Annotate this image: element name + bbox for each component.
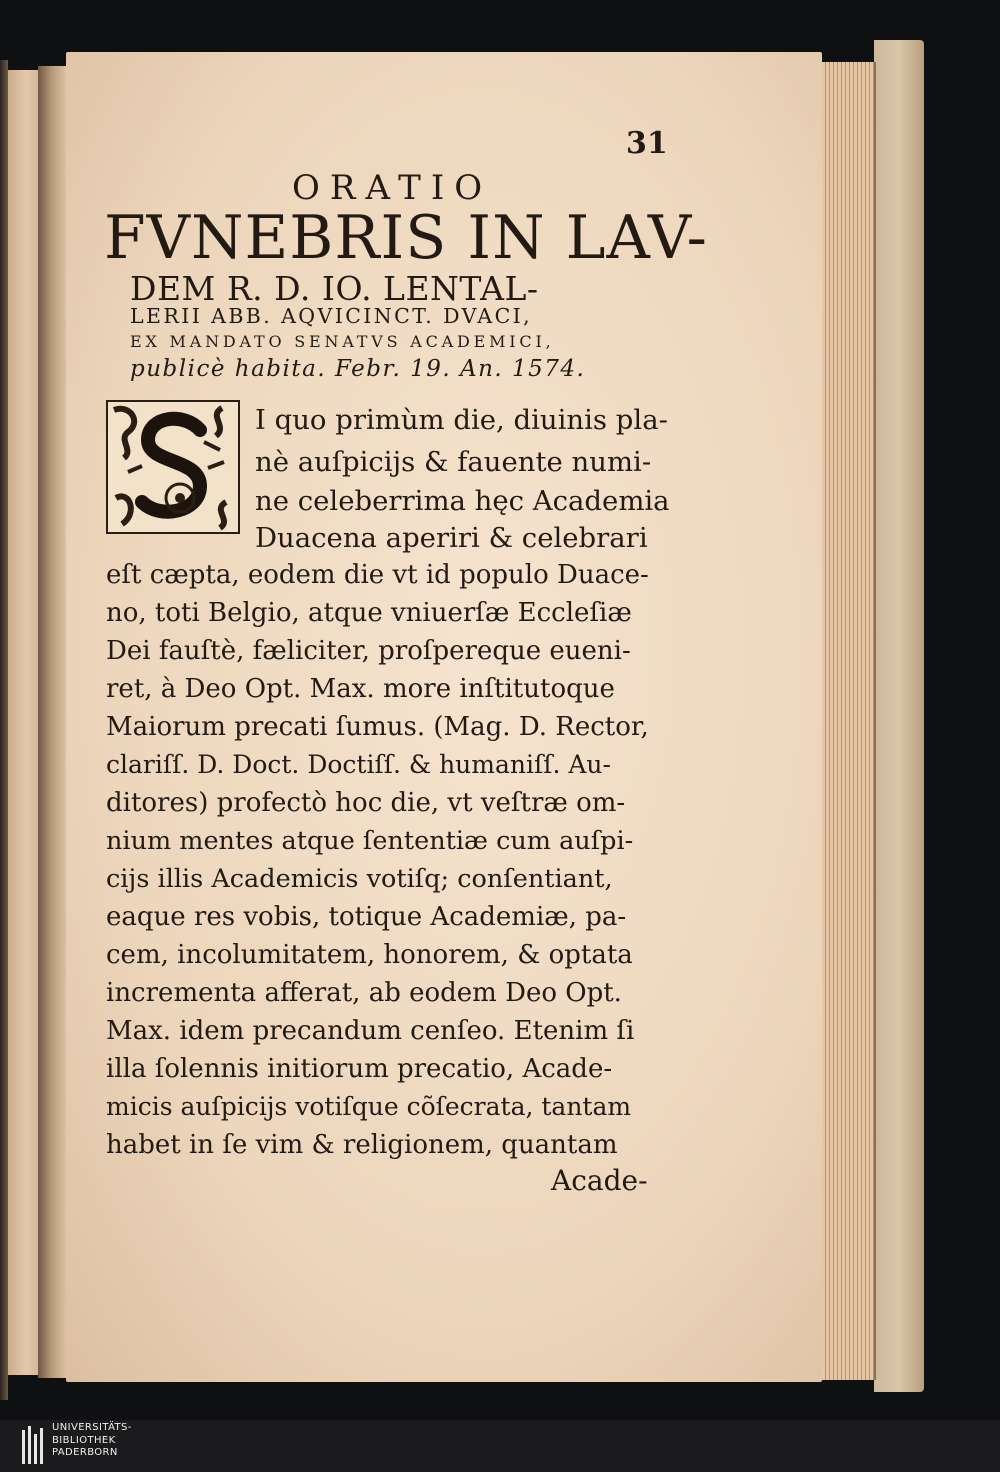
body-line: nium mentes atque ſententiæ cum auſpi- [106,826,634,856]
catchword: Acade- [551,1164,648,1197]
body-line: ret, à Deo Opt. Max. more inſtitutoque [106,674,615,704]
logo-line-1: UNIVERSITÄTS- [52,1422,132,1433]
library-logo-icon [22,1426,44,1466]
body-line: Maiorum precati ſumus. (Mag. D. Rector, [106,712,649,742]
body-line: clariſſ. D. Doct. Doctiſſ. & humaniſſ. Au- [106,750,611,779]
logo-line-3: PADERBORN [52,1447,118,1458]
body-line: I quo primùm die, diuinis pla- [255,404,668,436]
title-line-5: publicè habita. Febr. 19. An. 1574. [130,356,586,382]
page-number: 31 [626,126,668,161]
body-line: eaque res vobis, totique Academiæ, pa- [106,902,627,932]
body-line: Max. idem precandum cenſeo. Etenim ſi [106,1016,635,1046]
body-line: cijs illis Academicis votiſq; conſentiant, [106,864,613,894]
body-line: nè auſpicijs & fauente numi- [255,446,652,478]
logo-line-2: BIBLIOTHEK [52,1434,116,1446]
library-logo-text [52,1422,132,1460]
body-line: eſt cæpta, eodem die vt id populo Duace- [106,560,649,590]
body-line: Duacena aperiri & celebrari [255,522,648,554]
body-line: ditores) profectò hoc die, vt veſtræ om- [106,788,626,818]
title-line-3: LERII ABB. AQVICINCT. DVACI, [130,304,533,328]
body-line: incrementa afferat, ab eodem Deo Opt. [106,978,622,1008]
footer-bar [0,1420,1000,1472]
body-line: cem, incolumitatem, honorem, & optata [106,940,633,970]
title-line-1: FVNEBRIS IN LAV- [104,203,708,273]
title-line-2: DEM R. D. IO. LENTAL- [130,269,539,308]
title-oratio: ORATIO [292,168,493,208]
body-line: micis auſpicijs votiſque cõſecrata, tantam [106,1092,632,1121]
title-line-4: EX MANDATO SENATVS ACADEMICI, [130,332,555,351]
decorative-initial-s [106,400,240,534]
body-line: illa ſolennis initiorum precatio, Acade- [106,1054,613,1084]
body-line: no, toti Belgio, atque vniuerſæ Eccleſiæ [106,598,632,628]
body-line: Dei fauſtè, fæliciter, proſpereque eueni- [106,636,631,666]
body-line: habet in ſe vim & religionem, quantam [106,1130,618,1160]
body-line: ne celeberrima hęc Academia [255,485,670,517]
